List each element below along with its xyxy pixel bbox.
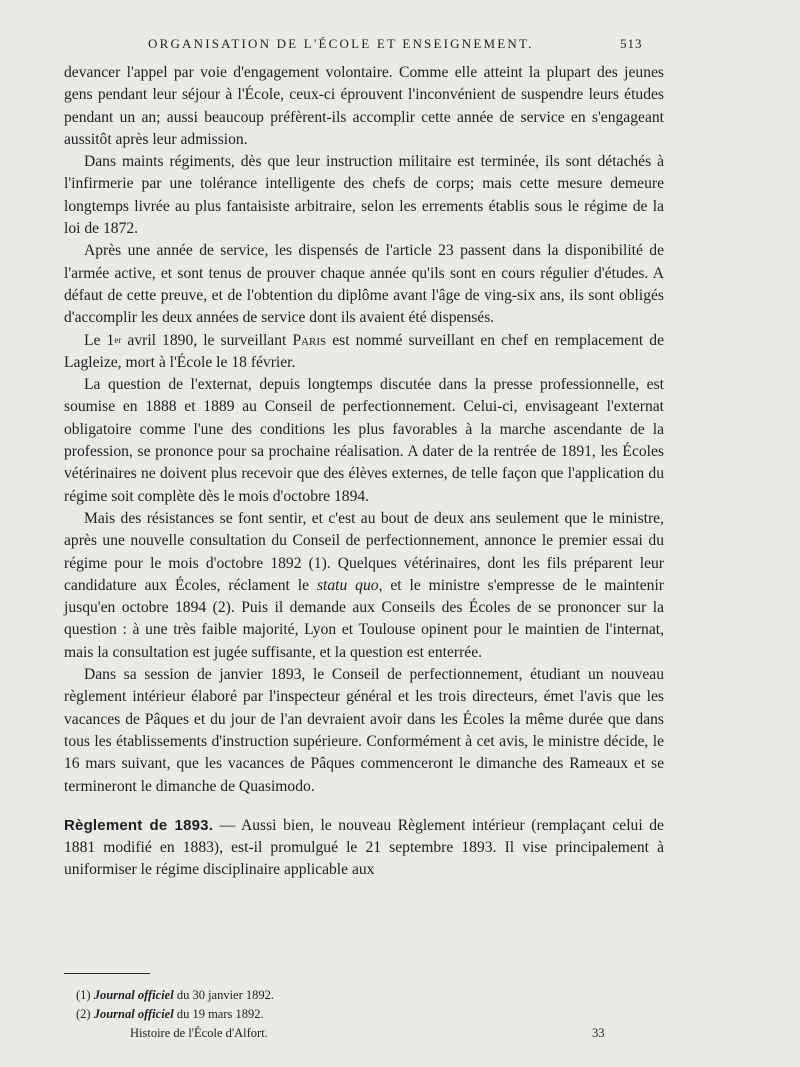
- text-run: Mais des résistances se font sentir, et c'est au bout de deux ans seulement que le ministre, après une nouvelle consultation du Conseil de perfectionnement, annonce le premier essai du régime pour le mois d'octobre 1892 (1). Quelques vétérinaires, dont les fils préparent leur candidature aux Écoles, réclament le: [64, 509, 664, 594]
- footnote-text: du 19 mars 1892.: [173, 1006, 264, 1021]
- section-paragraph: [64, 815, 664, 882]
- signature-line: Histoire de l'École d'Alfort.: [130, 1026, 268, 1040]
- paragraph: Dans sa session de janvier 1893, le Conseil de perfectionnement, étudiant un nouveau règlement intérieur élaboré par l'inspecteur général et les trois directeurs, émet l'avis que les vacances de Pâques et du jour de l'an devraient avoir dans les Écoles la même durée que dans tous les établissements d'instruction supérieure. Conformément à cet avis, le ministre décide, le 16 mars suivant, que les vacances de Pâques commenceront le dimanche des Rameaux et se termineront le dimanche de Quasimodo.: [64, 666, 664, 795]
- footnote-number: (1): [76, 988, 91, 1002]
- running-title: ORGANISATION DE L'ÉCOLE ET ENSEIGNEMENT.: [148, 36, 534, 51]
- paragraph: devancer l'appel par voie d'engagement volontaire. Comme elle atteint la plupart des jeunes gens pendant leur séjour à l'École, ceux-ci éprouvent l'inconvénient de suspendre leurs études pendant un an; aussi beaucoup préfèrent-ils accomplir cette année de service en s'engageant aussitôt après leur admission.: [64, 64, 664, 148]
- paragraph: [64, 330, 664, 375]
- paragraph: La question de l'externat, depuis longtemps discutée dans la presse professionnelle, est soumise en 1888 et 1889 au Conseil de perfectionnement. Celui-ci, envisageant l'externat obligatoire comme l'une des conditions les plus favorables à la marche ascendante de la profession, se prononce pour sa prochaine réalisation. A dater de la rentrée de 1891, les Écoles vétérinaires ne doivent plus recevoir que des élèves externes, de telle façon que l'application du régime soit complète dès le mois d'octobre 1894.: [64, 376, 664, 505]
- footnote-source: Journal officiel: [93, 1006, 174, 1021]
- footnote: [76, 986, 596, 1005]
- superscript: er: [114, 334, 122, 345]
- paragraph: Après une année de service, les dispensés de l'article 23 passent dans la disponibilité de l'armée active, et sont tenus de prouver chaque année qu'ils sont en cours régulier d'études. A défaut de cette preuve, et de l'obtention du diplôme avant l'âge de ving-six ans, ils sont obligés d'accomplir les deux années de service dont ils avaient été dispensés.: [64, 242, 664, 327]
- footnote-source: Journal officiel: [93, 988, 174, 1002]
- running-header: [148, 36, 660, 52]
- text-run: Le 1: [84, 331, 115, 349]
- footnote-divider: [64, 973, 150, 974]
- paragraph: [64, 508, 664, 664]
- page-number: 513: [620, 36, 643, 51]
- person-name: Paris: [292, 331, 327, 349]
- text-run: , et le ministre s'empresse de le maintenir jusqu'en octobre 1894 (2). Puis il demande aux Conseils des Écoles de se prononcer sur la question : à une très faible majorité, Lyon et Toulouse opinent pour le maintien de l'internat, mais la consultation est jugée suffisante, et la question est enterrée.: [64, 576, 664, 661]
- footnotes: [76, 986, 596, 1023]
- section-heading: Règlement de 1893.: [64, 816, 214, 834]
- footnote-number: (2): [76, 1006, 91, 1021]
- text-run: — Aussi bien, le nouveau Règlement intérieur (remplaçant celui de 1881 modifié en 1883), est-il promulgué le 21 septembre 1893. Il vise principalement à uniformiser le régime disciplinaire applicable aux: [64, 816, 664, 879]
- body-text: [64, 62, 664, 882]
- footnote-text: du 30 janvier 1892.: [173, 988, 275, 1002]
- footnote: [76, 1005, 596, 1024]
- text-run: avril 1890, le surveillant: [121, 331, 293, 349]
- sheet-number: 33: [592, 1026, 605, 1040]
- text-run: est nommé surveillant en chef en remplacement de Lagleize, mort à l'École le 18 février.: [64, 331, 664, 371]
- italic-term: statu quo: [316, 576, 379, 594]
- paragraph: Dans maints régiments, dès que leur instruction militaire est terminée, ils sont détachés à l'infirmerie par une tolérance intelligente des chefs de corps; mais cette mesure demeure longtemps livrée au plus fantaisiste arbitraire, selon les errements établis sous le régime de la loi de 1872.: [64, 153, 664, 238]
